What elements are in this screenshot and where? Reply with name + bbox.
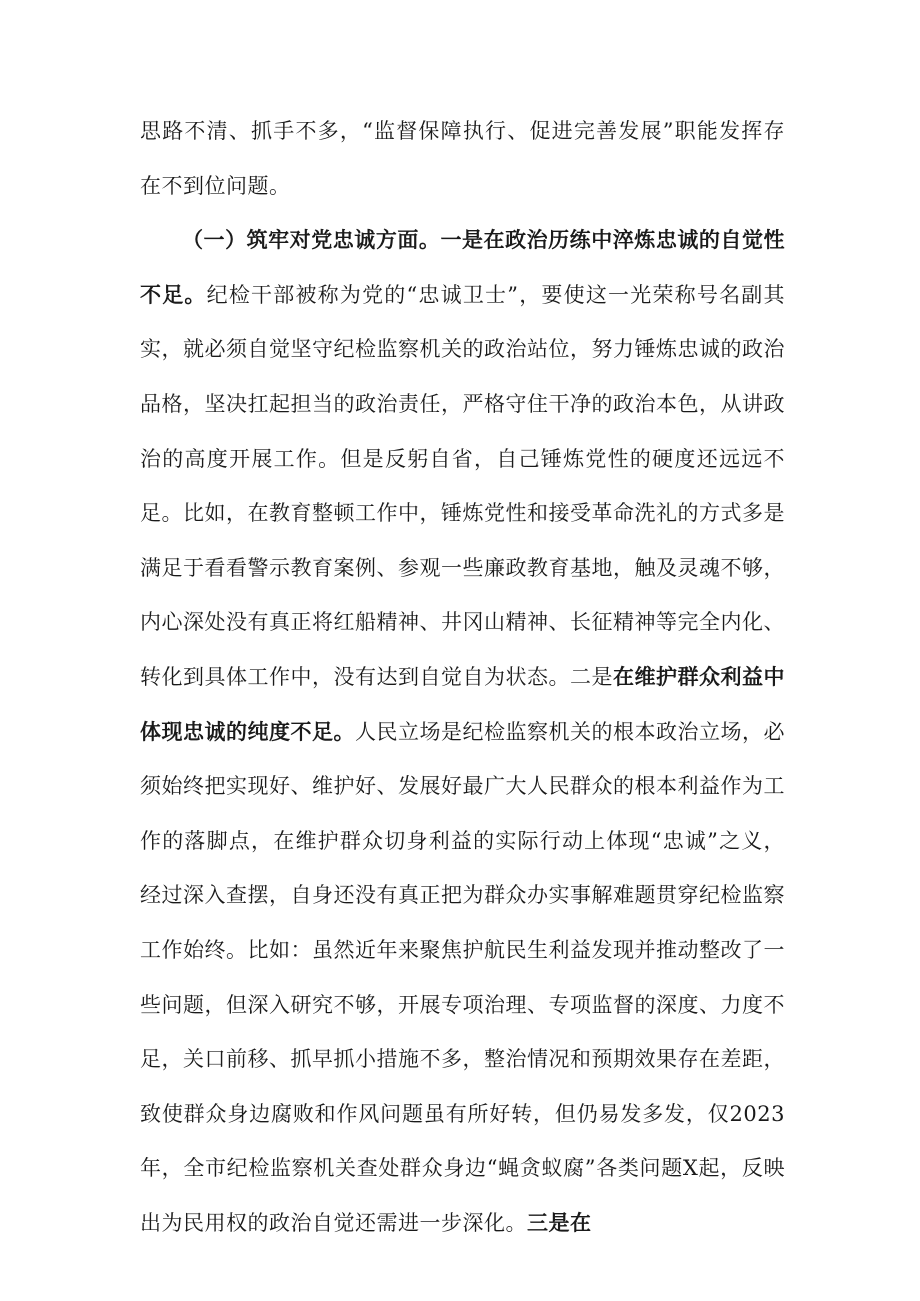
document-body <box>140 104 785 1250</box>
section-heading: （一）筑牢对党忠诚方面。 <box>182 227 441 253</box>
point-one-title: 一是在政治历练中淬炼忠诚的自觉性不足。 <box>140 227 786 307</box>
point-three-title-start: 三是在 <box>527 1209 592 1235</box>
point-two-title: 在维护群众利益中体现忠诚的纯度不足。 <box>140 663 785 744</box>
point-two-prefix: 二是 <box>570 664 613 689</box>
paragraph-intro <box>140 104 785 213</box>
intro-text: 思路不清、抓手不多，“监督保障执行、促进完善发展”职能发挥存在不到位问题。 <box>140 119 785 198</box>
paragraph-section-one <box>140 213 785 1250</box>
point-two-text: 人民立场是纪检监察机关的根本政治立场，必须始终把实现好、维护好、发展好最广大人民群众的根本利益作为工作的落脚点，在维护群众切身利益的实际行动上体现“忠诚”之义，经过深入查摆，自身还没有真正把为群众办实事解难题贯穿纪检监察工作始终。比如：虽然近年来聚焦护航民生利益发现并推动整改了一些问题，但深入研究不够，开展专项治理、专项监督的深度、力度不足，关口前移、抓早抓小措施不多，整治情况和预期效果存在差距，致使群众身边腐败和作风问题虽有所好转，但仍易发多发，仅2023年，全市纪检监察机关查处群众身边“蝇贪蚁腐”各类问题X起，反映出为民用权的政治自觉还需进一步深化。 <box>140 719 785 1235</box>
point-one-text: 纪检干部被称为党的“忠诚卫士”，要使这一光荣称号名副其实，就必须自觉坚守纪检监察机关的政治站位，努力锤炼忠诚的政治品格，坚决扛起担当的政治责任，严格守住干净的政治本色，从讲政治的高度开展工作。但是反躬自省，自己锤炼党性的硬度还远远不足。比如，在教育整顿工作中，锤炼党性和接受革命洗礼的方式多是满足于看看警示教育案例、参观一些廉政教育基地，触及灵魂不够，内心深处没有真正将红船精神、井冈山精神、长征精神等完全内化、转化到具体工作中，没有达到自觉自为状态。 <box>140 282 785 689</box>
